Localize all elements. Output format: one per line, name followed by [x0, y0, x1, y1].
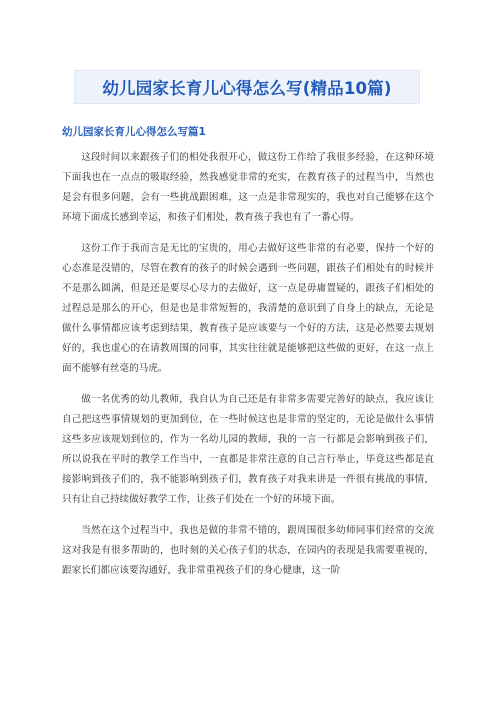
paragraph-3: 做一名优秀的幼儿教师，我自认为自己还是有非常多需要完善好的缺点，我应该让自己把这些事情规划的更加到位，在一些时候这也是非常的坚定的，无论是做什么事情这些多应该规划到位的，作为一名幼儿园的教师，我的一言一行都是会影响到孩子们，所以说我在平时的教学工作当中，一直都是非常注意的自己言行举止，毕竟这些都是直接影响到孩子们的，我不能影响到孩子们，教育孩子对我来讲是一件很有挑战的事情，只有让自己持续做好教学工作，让孩子们处在一个好的环境下面。 — [62, 394, 434, 505]
document-body — [62, 148, 434, 592]
paragraph-2: 这份工作于我而言是无比的宝贵的，用心去做好这些非常的有必要，保持一个好的心态准是没错的，尽管在教育的孩子的时候会遇到一些问题，跟孩子们相处有的时候并不是那么圆满，但是还是要尽心尽力的去做好，这一点是毋庸置疑的，跟孩子们相处的过程总是那么的开心，但是也是非常短暂的，我清楚的意识到了自身上的缺点，无论是做什么事情都应该考虑到结果，教育孩子是应该要与一个好的方法，这是必然要去规划好的，我也虚心的在请教周围的同事，其实往往就是能够把这些做的更好，在这一点上面不能够有丝毫的马虎。 — [62, 243, 434, 374]
title-banner — [74, 70, 420, 104]
document-title: 幼儿园家长育儿心得怎么写(精品10篇) — [102, 79, 392, 98]
paragraph-1: 这段时间以来跟孩子们的相处我很开心，做这份工作给了我很多经验，在这种环境下面我也在一点点的吸取经验，然我感觉非常的充实，在教育孩子的过程当中，当然也是会有很多问题，会有一些挑战跟困难，这一点是非常现实的，我也对自己能够在这个环境下面成长感到幸运，和孩子们相处，教育孩子我也有了一番心得。 — [62, 152, 434, 223]
section-heading: 幼儿园家长育儿心得怎么写篇1 — [62, 126, 206, 138]
paragraph-4: 当然在这个过程当中，我也是做的非常不错的，跟周围很多幼师同事们经常的交流这对我是有很多帮助的，也时刻的关心孩子们的状态，在园内的表现是我需要重视的，跟家长们都应该要沟通好，我非常重视孩子们的身心健康，这一阶 — [62, 525, 434, 576]
